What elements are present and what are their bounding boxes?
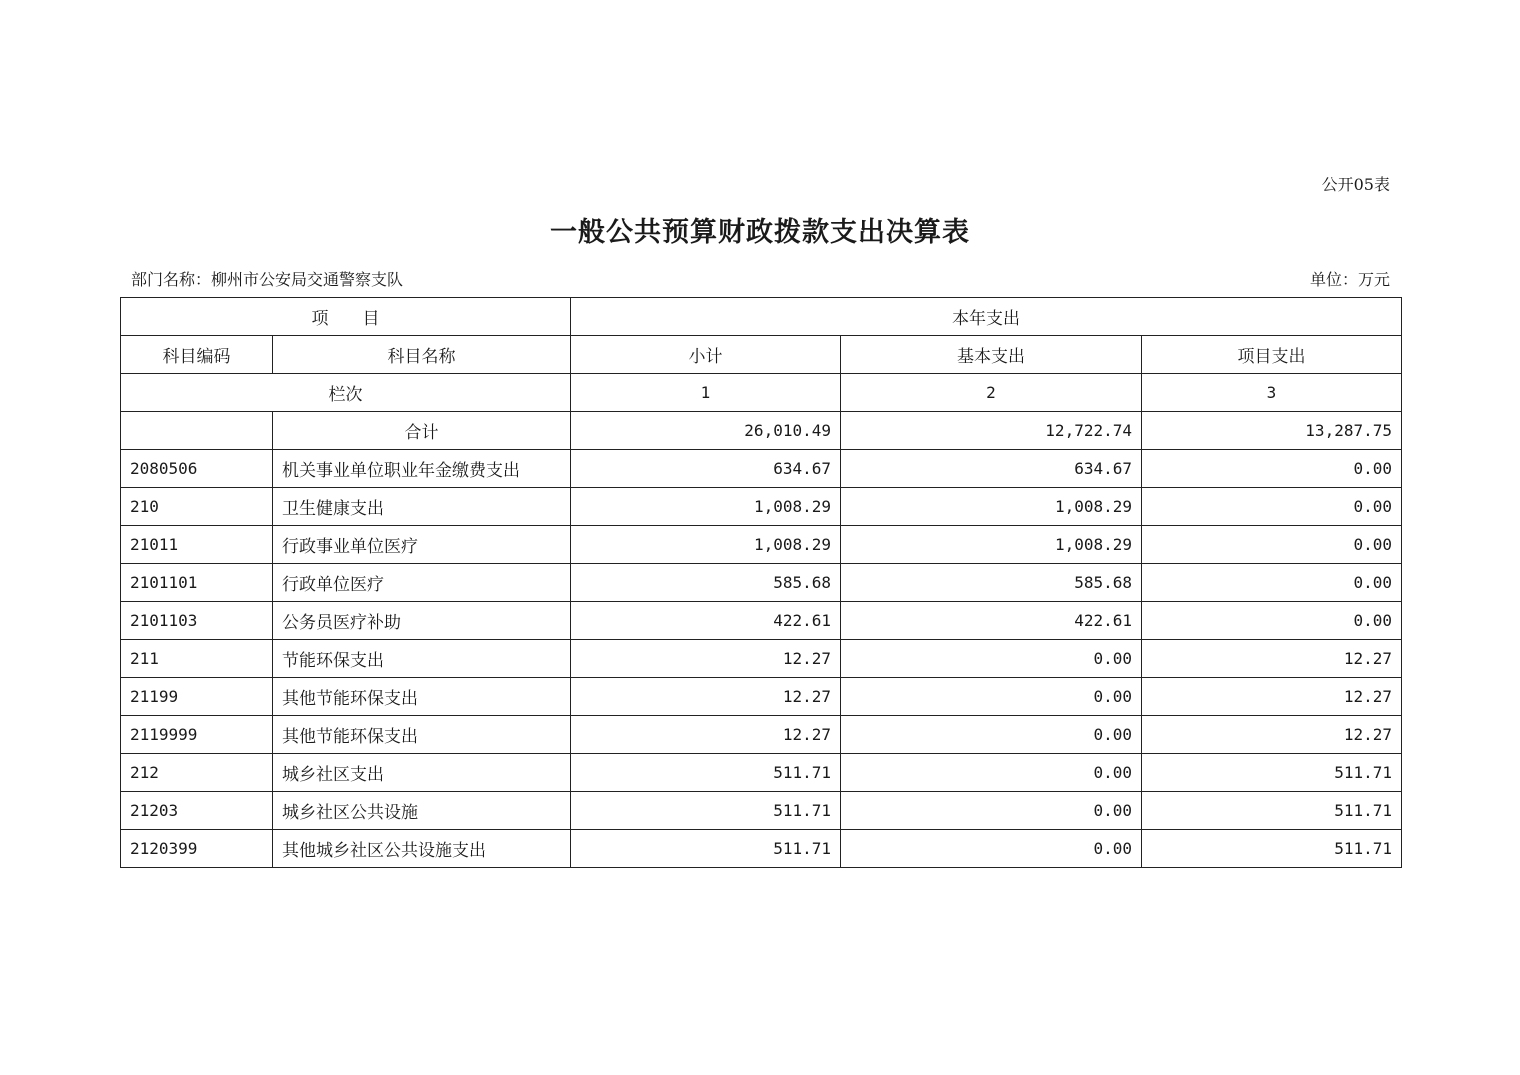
row-basic: 0.00 — [841, 716, 1142, 754]
table-row — [121, 830, 1402, 868]
total-label: 合计 — [273, 412, 571, 450]
header-code: 科目编码 — [121, 336, 273, 374]
column-index-row — [121, 374, 1402, 412]
total-subtotal: 26,010.49 — [571, 412, 841, 450]
row-subtotal: 511.71 — [571, 792, 841, 830]
row-name: 城乡社区支出 — [273, 754, 571, 792]
department-label: 部门名称：柳州市公安局交通警察支队 — [131, 270, 404, 289]
header-item: 项 目 — [121, 298, 571, 336]
table-row — [121, 564, 1402, 602]
total-basic: 12,722.74 — [841, 412, 1142, 450]
header-basic: 基本支出 — [841, 336, 1142, 374]
table-row — [121, 716, 1402, 754]
row-name: 其他节能环保支出 — [273, 678, 571, 716]
column-index-2: 2 — [841, 374, 1142, 412]
row-code: 2119999 — [121, 716, 273, 754]
unit-label: 单位：万元 — [1309, 270, 1390, 289]
row-basic: 0.00 — [841, 754, 1142, 792]
row-subtotal: 422.61 — [571, 602, 841, 640]
row-subtotal: 511.71 — [571, 830, 841, 868]
table-row — [121, 450, 1402, 488]
column-index-3: 3 — [1142, 374, 1402, 412]
row-project: 511.71 — [1142, 754, 1402, 792]
row-code: 21203 — [121, 792, 273, 830]
row-name: 节能环保支出 — [273, 640, 571, 678]
row-code: 210 — [121, 488, 273, 526]
table-row — [121, 754, 1402, 792]
row-project: 0.00 — [1142, 526, 1402, 564]
row-code: 2101101 — [121, 564, 273, 602]
row-basic: 1,008.29 — [841, 526, 1142, 564]
row-name: 行政事业单位医疗 — [273, 526, 571, 564]
row-basic: 422.61 — [841, 602, 1142, 640]
page-title: 一般公共预算财政拨款支出决算表 — [550, 217, 970, 248]
row-code: 21199 — [121, 678, 273, 716]
row-subtotal: 1,008.29 — [571, 488, 841, 526]
header-subtotal: 小计 — [571, 336, 841, 374]
row-code: 2101103 — [121, 602, 273, 640]
row-code: 2080506 — [121, 450, 273, 488]
row-basic: 1,008.29 — [841, 488, 1142, 526]
total-row — [121, 412, 1402, 450]
row-project: 0.00 — [1142, 450, 1402, 488]
row-basic: 0.00 — [841, 640, 1142, 678]
row-project: 0.00 — [1142, 564, 1402, 602]
row-name: 机关事业单位职业年金缴费支出 — [273, 450, 571, 488]
row-project: 0.00 — [1142, 488, 1402, 526]
header-row-1 — [121, 298, 1402, 336]
row-basic: 0.00 — [841, 678, 1142, 716]
row-name: 卫生健康支出 — [273, 488, 571, 526]
table-row — [121, 602, 1402, 640]
row-code: 211 — [121, 640, 273, 678]
column-index-1: 1 — [571, 374, 841, 412]
row-subtotal: 511.71 — [571, 754, 841, 792]
total-project: 13,287.75 — [1142, 412, 1402, 450]
table-row — [121, 792, 1402, 830]
row-project: 12.27 — [1142, 678, 1402, 716]
row-name: 公务员医疗补助 — [273, 602, 571, 640]
row-basic: 585.68 — [841, 564, 1142, 602]
row-subtotal: 1,008.29 — [571, 526, 841, 564]
header-name: 科目名称 — [273, 336, 571, 374]
expenditure-table — [120, 297, 1402, 868]
row-project: 511.71 — [1142, 792, 1402, 830]
header-row-2 — [121, 336, 1402, 374]
row-subtotal: 585.68 — [571, 564, 841, 602]
table-row — [121, 678, 1402, 716]
row-project: 511.71 — [1142, 830, 1402, 868]
table-row — [121, 488, 1402, 526]
row-code: 2120399 — [121, 830, 273, 868]
row-name: 行政单位医疗 — [273, 564, 571, 602]
header-current-year: 本年支出 — [571, 298, 1402, 336]
row-basic: 0.00 — [841, 830, 1142, 868]
row-name: 其他节能环保支出 — [273, 716, 571, 754]
header-project: 项目支出 — [1142, 336, 1402, 374]
row-subtotal: 12.27 — [571, 716, 841, 754]
form-code: 公开05表 — [1321, 175, 1390, 194]
column-index-label: 栏次 — [121, 374, 571, 412]
row-code: 21011 — [121, 526, 273, 564]
table-row — [121, 640, 1402, 678]
row-subtotal: 12.27 — [571, 640, 841, 678]
row-project: 12.27 — [1142, 640, 1402, 678]
row-name: 城乡社区公共设施 — [273, 792, 571, 830]
table-row — [121, 526, 1402, 564]
row-subtotal: 634.67 — [571, 450, 841, 488]
row-name: 其他城乡社区公共设施支出 — [273, 830, 571, 868]
row-project: 12.27 — [1142, 716, 1402, 754]
total-code — [121, 412, 273, 450]
row-basic: 634.67 — [841, 450, 1142, 488]
row-project: 0.00 — [1142, 602, 1402, 640]
row-code: 212 — [121, 754, 273, 792]
row-basic: 0.00 — [841, 792, 1142, 830]
row-subtotal: 12.27 — [571, 678, 841, 716]
